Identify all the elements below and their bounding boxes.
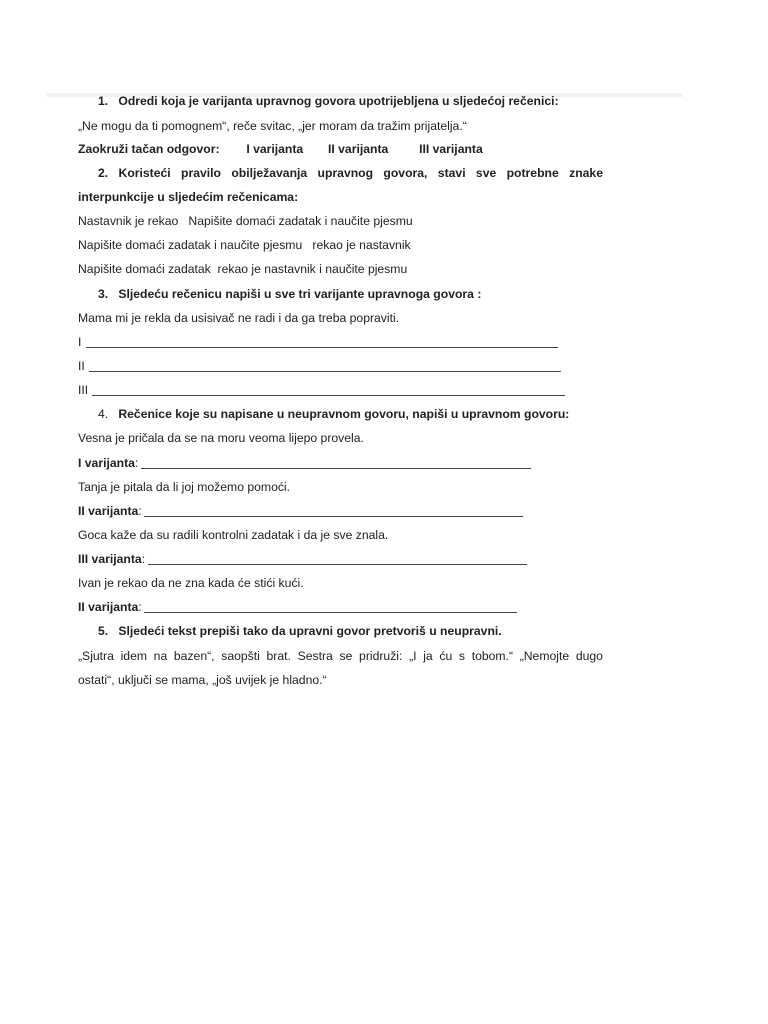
q1-option-1[interactable]: I varijanta — [246, 142, 304, 156]
q5-number: 5. — [98, 624, 109, 638]
q3-number: 3. — [98, 287, 109, 301]
q3-answer-line-2[interactable] — [89, 371, 561, 372]
q1-title — [98, 94, 559, 109]
q2-title-line2: interpunkcije u sljedećim rečenicama: — [78, 190, 299, 204]
q4-label-4: II varijanta: — [78, 600, 146, 614]
q5-title — [98, 624, 502, 639]
q5-text-line1: „Sjutra idem na bazen“, saopšti brat. Sestra se pridruži: „I ja ću s tobom.“ „Nemojte dugo — [78, 649, 603, 663]
q4-answer-line-4[interactable] — [144, 612, 517, 613]
q4-answer-line-2[interactable] — [144, 516, 523, 517]
q2-sentence-3: Napišite domaći zadatak rekao je nastavnik i naučite pjesmu — [78, 262, 408, 276]
q5-text-line2: ostati“, uključi se mama, „još uvijek je hladno.“ — [78, 673, 327, 687]
q1-option-2[interactable]: II varijanta — [328, 142, 389, 156]
q4-label-3: III varijanta: — [78, 552, 149, 566]
q1-title-text: Odredi koja je varijanta upravnog govora upotrijebljena u sljedećoj rečenici: — [118, 94, 559, 108]
q1-option-3[interactable]: III varijanta — [419, 142, 483, 156]
q4-sentence-2: Tanja je pitala da li joj možemo pomoći. — [78, 480, 291, 494]
q3-title — [98, 287, 481, 302]
q4-title-text: Rečenice koje su napisane u neupravnom govoru, napiši u upravnom govoru: — [118, 407, 570, 421]
q4-label-2: II varijanta: — [78, 504, 146, 518]
q4-sentence-1: Vesna je pričala da se na moru veoma lijepo provela. — [78, 431, 364, 445]
q2-sentence-2: Napišite domaći zadatak i naučite pjesmu rekao je nastavnik — [78, 238, 411, 252]
q4-answer-line-1[interactable] — [141, 468, 531, 469]
q2-title-line1: 2. Koristeći pravilo obilježavanja upravnog govora, stavi sve potrebne znake — [98, 166, 603, 180]
q1-answer-row — [78, 142, 483, 157]
q3-answer-line-3[interactable] — [92, 395, 565, 396]
q3-label-2: II — [78, 359, 85, 373]
q3-label-1: I — [78, 335, 82, 349]
q3-label-3: III — [78, 383, 89, 397]
q3-sentence: Mama mi je rekla da usisivač ne radi i da ga treba popraviti. — [78, 311, 400, 325]
q4-answer-line-3[interactable] — [148, 564, 527, 565]
q2-sentence-1: Nastavnik je rekao Napišite domaći zadatak i naučite pjesmu — [78, 214, 413, 228]
q4-title — [98, 407, 569, 422]
q2-number: 2. — [98, 166, 109, 180]
q1-number: 1. — [98, 94, 109, 108]
q1-answer-prompt: Zaokruži tačan odgovor: — [78, 142, 220, 156]
q4-sentence-3: Goca kaže da su radili kontrolni zadatak i da je sve znala. — [78, 528, 389, 542]
q4-label-1: I varijanta: — [78, 456, 139, 470]
q5-title-text: Sljedeći tekst prepiši tako da upravni govor pretvoriš u neupravni. — [118, 624, 502, 638]
q4-number: 4. — [98, 407, 109, 421]
q3-answer-line-1[interactable] — [86, 347, 558, 348]
q3-title-text: Sljedeću rečenicu napiši u sve tri varijante upravnoga govora : — [118, 287, 482, 301]
q4-sentence-4: Ivan je rekao da ne zna kada će stići kući. — [78, 576, 304, 590]
q1-sentence: „Ne mogu da ti pomognem“, reče svitac, „jer moram da tražim prijatelja.“ — [78, 119, 467, 133]
